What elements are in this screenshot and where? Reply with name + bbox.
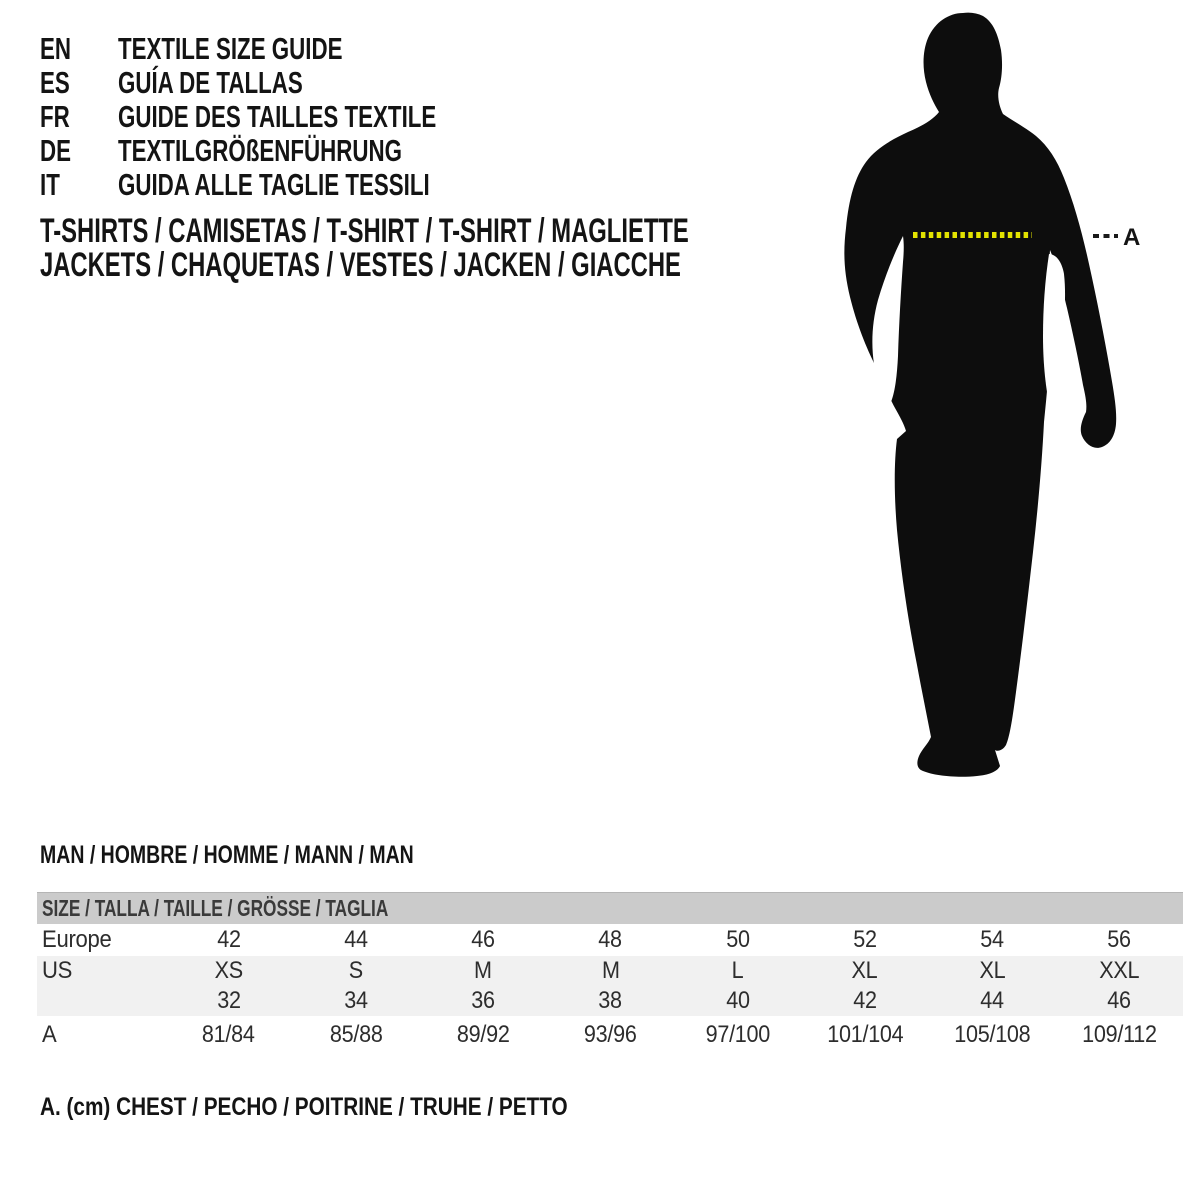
size-value-cell: 44 <box>980 987 1004 1014</box>
size-value-cell: 46 <box>471 926 495 953</box>
size-value-cell: XL <box>851 957 878 984</box>
size-value-cell: XS <box>214 957 243 984</box>
size-value-cell: 46 <box>1107 987 1132 1014</box>
table-row <box>37 924 1183 956</box>
language-title: GUÍA DE TALLAS <box>118 65 303 100</box>
row-label <box>37 986 165 1016</box>
size-value-cell: XL <box>979 957 1006 984</box>
language-code: EN <box>40 31 72 66</box>
size-value-cell: 56 <box>1107 926 1132 953</box>
size-value-cell: 109/112 <box>1082 1021 1157 1048</box>
size-value-cell: M <box>601 957 620 984</box>
language-code: ES <box>40 65 70 100</box>
language-title: GUIDE DES TAILLES TEXTILE <box>118 99 437 134</box>
size-value-cell: 54 <box>980 926 1004 953</box>
size-table-rows <box>37 924 1183 1054</box>
size-value-cell: 48 <box>598 926 623 953</box>
size-value-cell: 32 <box>216 987 241 1014</box>
table-row <box>37 956 1183 986</box>
product-line-tshirts: T-SHIRTS / CAMISETAS / T-SHIRT / T-SHIRT / MAGLIETTE <box>40 212 689 250</box>
measurement-footnote: A. (cm) CHEST / PECHO / POITRINE / TRUHE / PETTO <box>40 1093 568 1121</box>
size-value-cell: 42 <box>216 926 241 953</box>
row-label: Europe <box>42 926 112 953</box>
language-title: TEXTILGRÖßENFÜHRUNG <box>118 133 402 168</box>
product-line-jackets: JACKETS / CHAQUETAS / VESTES / JACKEN / GIACCHE <box>40 246 681 284</box>
size-value-cell: 50 <box>725 926 750 953</box>
measure-label-a: A <box>1123 224 1141 251</box>
size-value-cell: 93/96 <box>584 1021 637 1048</box>
row-label: A <box>42 1021 57 1048</box>
size-value-cell: 97/100 <box>705 1021 770 1048</box>
size-value-cell: 85/88 <box>329 1021 383 1048</box>
language-code: FR <box>40 99 70 134</box>
size-value-cell: 36 <box>471 987 495 1014</box>
man-silhouette <box>844 13 1116 777</box>
size-value-cell: 101/104 <box>826 1021 903 1048</box>
size-value-cell: 52 <box>853 926 877 953</box>
size-value-cell: 44 <box>344 926 368 953</box>
size-value-cell: S <box>348 957 363 984</box>
size-value-cell: 40 <box>725 987 750 1014</box>
size-value-cell: 105/108 <box>954 1021 1031 1048</box>
language-code: DE <box>40 133 72 168</box>
section-heading: MAN / HOMBRE / HOMME / MANN / MAN <box>40 841 414 869</box>
size-value-cell: L <box>731 957 744 984</box>
table-header: SIZE / TALLA / TAILLE / GRÖSSE / TAGLIA <box>37 892 1183 924</box>
size-value-cell: 42 <box>853 987 877 1014</box>
size-value-cell: 81/84 <box>202 1021 255 1048</box>
row-label: US <box>42 957 73 984</box>
language-title: TEXTILE SIZE GUIDE <box>118 31 343 66</box>
table-row <box>37 1016 1183 1054</box>
size-table <box>37 892 1183 1054</box>
size-value-cell: 34 <box>344 987 368 1014</box>
language-title: GUIDA ALLE TAGLIE TESSILI <box>118 167 430 202</box>
size-value-cell: XXL <box>1099 957 1140 984</box>
language-code: IT <box>40 167 60 202</box>
size-value-cell: 89/92 <box>456 1021 510 1048</box>
size-value-cell: 38 <box>598 987 623 1014</box>
table-row <box>37 986 1183 1016</box>
size-value-cell: M <box>474 957 492 984</box>
right-arm-gap <box>1043 254 1065 398</box>
